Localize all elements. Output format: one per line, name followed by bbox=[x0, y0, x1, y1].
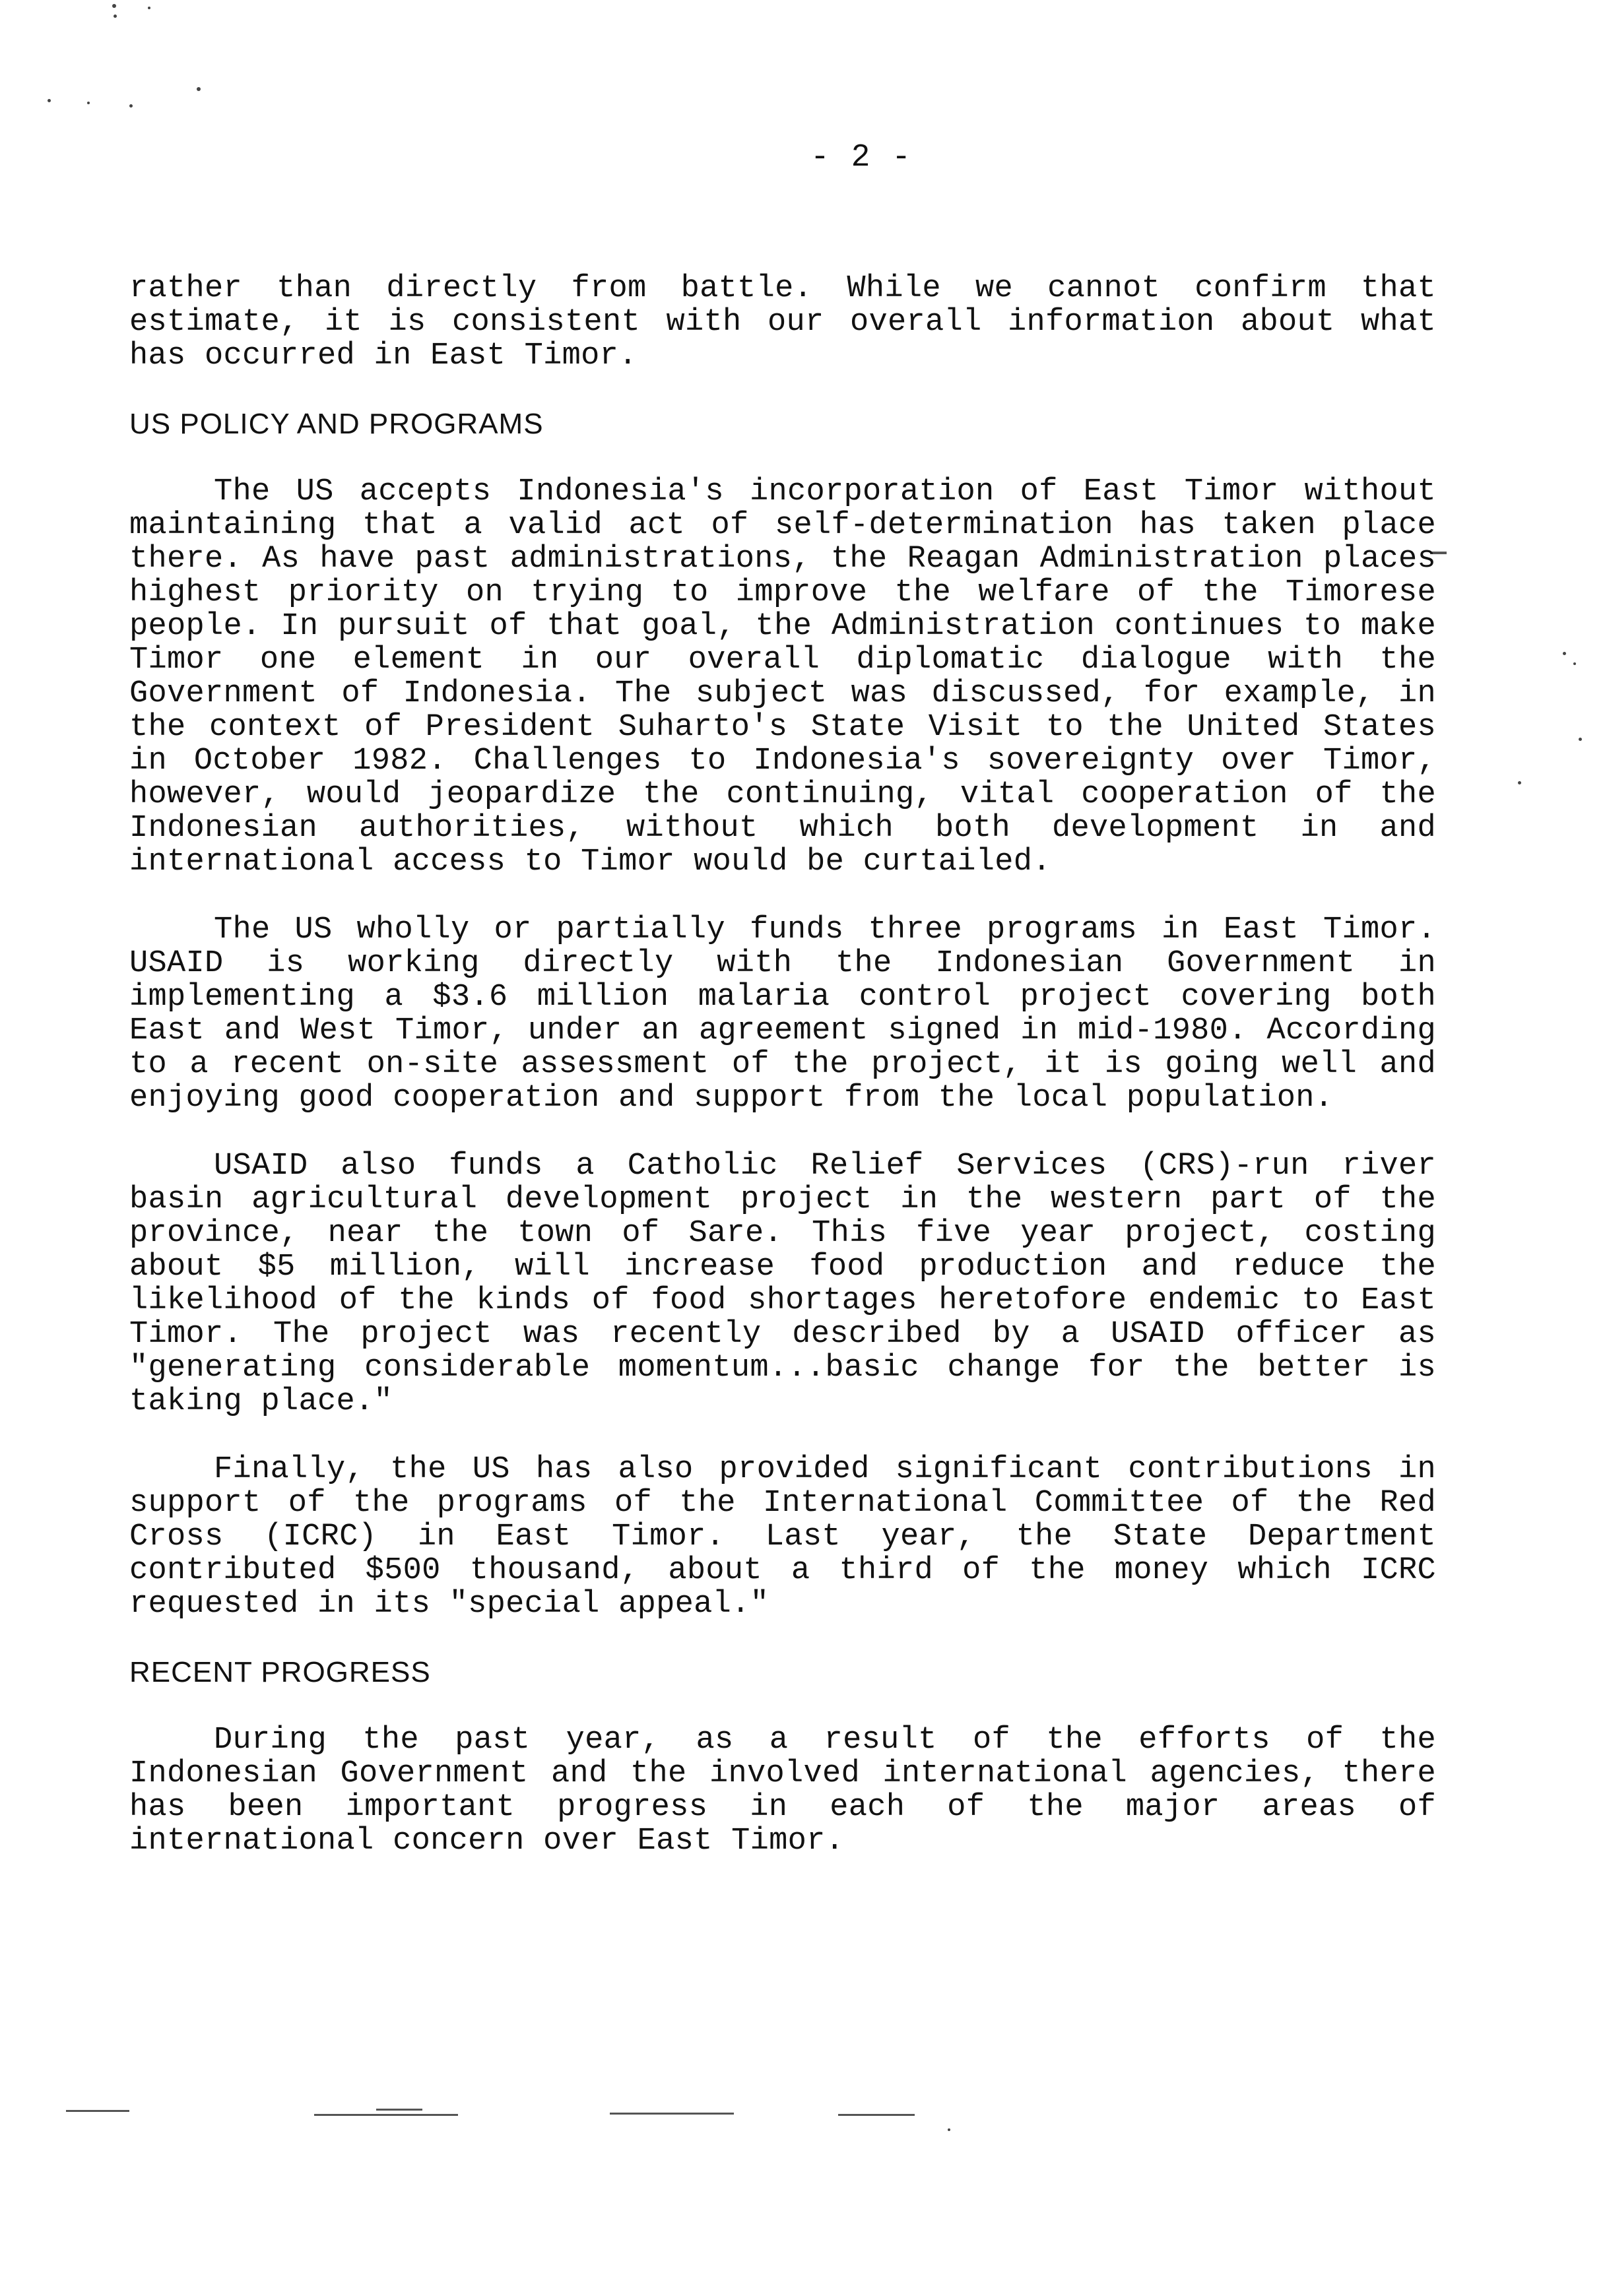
paragraph-us-policy: The US accepts Indonesia's incorporation of East Timor without maintaining that a valid act of self-determination has taken place there. As have past administrations, the Reagan Administration places highest priority on trying to improve the welfare of the Timorese people. In pursuit of that goal, the Administration continues to make Timor one element in our overall diplomatic dialogue with the Government of Indonesia. The subject was discussed, for example, in the context of President Suharto's State Visit to the United States in October 1982. Challenges to Indonesia's sovereignty over Timor, however, would jeopardize the continuing, vital cooperation of the Indonesian authorities, without which both development in and international access to Timor would be curtailed. bbox=[129, 474, 1436, 879]
continuation-paragraph: rather than directly from battle. While we cannot confirm that estimate, it is consistent with our overall information about what has occurred in East Timor. bbox=[129, 271, 1436, 373]
scan-speck bbox=[114, 15, 117, 18]
scan-speck bbox=[87, 102, 90, 104]
scan-mark bbox=[376, 2109, 422, 2111]
scan-speck bbox=[112, 4, 116, 8]
scan-speck bbox=[1518, 781, 1521, 784]
section-heading-us-policy: US POLICY AND PROGRAMS bbox=[129, 408, 544, 440]
scan-speck bbox=[148, 7, 150, 9]
paragraph-recent-progress: During the past year, as a result of the efforts of the Indonesian Government and the involved international agencies, there has been important progress in each of the major areas of international concern over East Timor. bbox=[129, 1723, 1436, 1859]
scan-mark bbox=[838, 2114, 915, 2116]
scan-mark bbox=[66, 2110, 129, 2112]
section-heading-recent-progress: RECENT PROGRESS bbox=[129, 1656, 431, 1688]
paragraph-crs-project: USAID also funds a Catholic Relief Services (CRS)-run river basin agricultural development project in the western part of the province, near the town of Sare. This five year project, costing about $5 million, will increase food production and reduce the likelihood of the kinds of food shortages heretofore endemic to East Timor. The project was recently described by a USAID officer as "generating considerable momentum...basic change for the better is taking place." bbox=[129, 1149, 1436, 1419]
scan-speck bbox=[197, 87, 201, 91]
scan-speck bbox=[1579, 738, 1582, 741]
scan-speck bbox=[48, 99, 51, 102]
scan-speck bbox=[1573, 662, 1576, 665]
scan-speck bbox=[1563, 652, 1566, 655]
paragraph-us-programs: The US wholly or partially funds three programs in East Timor. USAID is working directly with the Indonesian Government in implementing a $3.6 million malaria control project covering both East and West Timor, under an agreement signed in mid-1980. According to a recent on-site assessment of the project, it is going well and enjoying good cooperation and support from the local population. bbox=[129, 912, 1436, 1116]
document-body bbox=[129, 272, 1436, 1892]
page-number: - 2 - bbox=[810, 140, 913, 175]
scan-speck bbox=[129, 104, 133, 108]
scan-mark bbox=[610, 2113, 734, 2115]
scan-mark bbox=[314, 2114, 458, 2116]
paragraph-icrc-contributions: Finally, the US has also provided significant contributions in support of the programs of the International Committee of the Red Cross (ICRC) in East Timor. Last year, the State Department contributed $500 thousand, about a third of the money which ICRC requested in its "special appeal." bbox=[129, 1452, 1436, 1622]
scan-speck bbox=[948, 2128, 950, 2131]
